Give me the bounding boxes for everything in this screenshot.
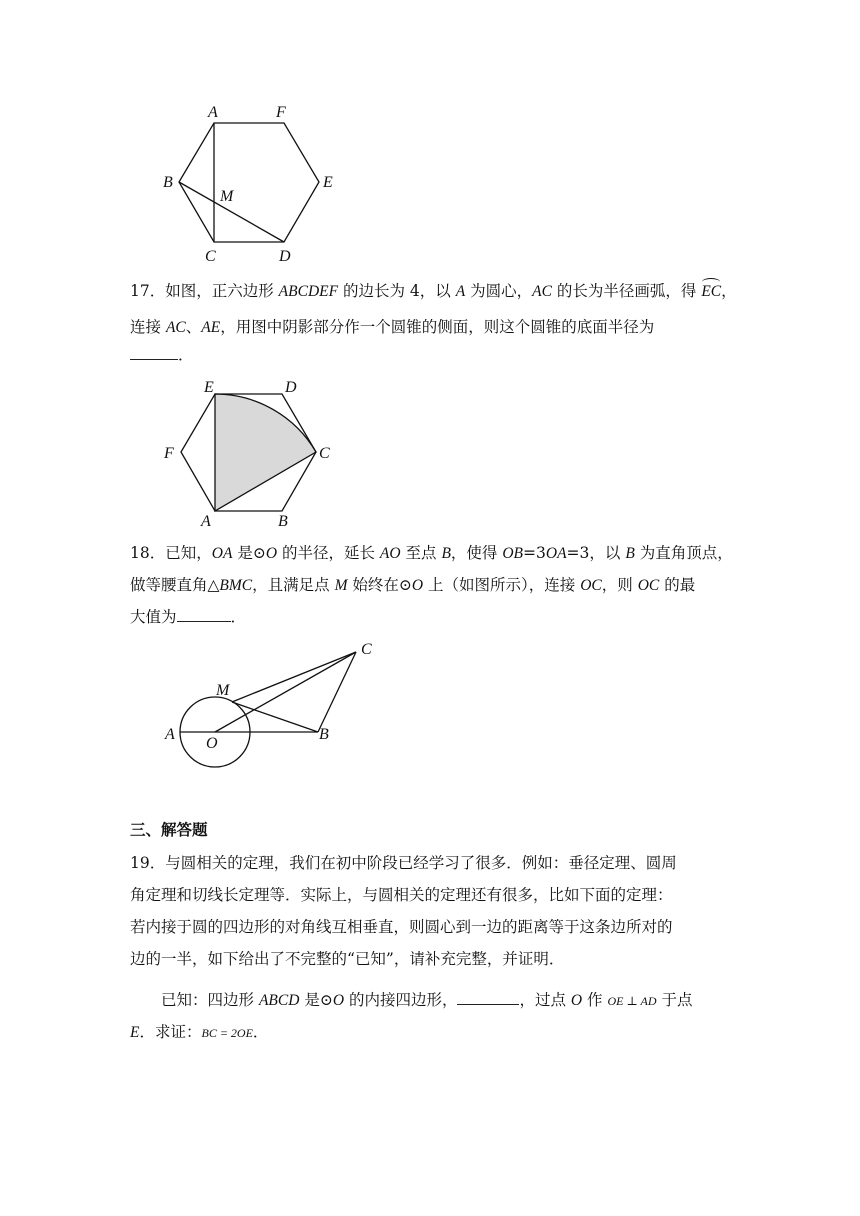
label-F: F (276, 104, 286, 121)
label-D: D (279, 248, 291, 265)
arc-EC: EC (701, 281, 721, 303)
q17-line-1: 17．如图，正六边形 ABCDEF 的边长为 4，以 A 为圆心，AC 的长为半径画弧，得 EC， (130, 280, 730, 303)
label-M: M (216, 682, 230, 699)
label-C: C (205, 248, 216, 265)
label-D: D (285, 379, 297, 396)
label-A: A (165, 726, 175, 743)
shaded-sector (215, 394, 316, 511)
label-F: F (164, 445, 174, 462)
q19-given-blank (457, 990, 519, 1005)
label-E: E (323, 174, 333, 191)
q17-line-2: 连接 AC、AE，用图中阴影部分作一个圆锥的侧面，则这个圆锥的底面半径为 (130, 318, 655, 336)
label-C: C (319, 445, 330, 462)
hexagon-outline (179, 123, 319, 242)
q18-line-1: 18．已知，OA 是⊙O 的半径，延长 AO 至点 B，使得 OB=3OA=3，以 B 为直角顶点， (130, 544, 733, 562)
label-O: O (206, 735, 218, 752)
label-E: E (204, 379, 214, 396)
segment-MC (232, 652, 356, 702)
q17-answer-blank (130, 345, 178, 360)
q18-line-2: 做等腰直角△BMC，且满足点 M 始终在⊙O 上（如图所示），连接 OC，则 OC 的最 (130, 576, 696, 594)
q18-answer-blank (177, 607, 231, 622)
segment-MB (232, 702, 318, 732)
label-A: A (208, 104, 218, 121)
q19-line-1: 19．与圆相关的定理，我们在初中阶段已经学习了很多．例如：垂径定理、圆周 (130, 854, 677, 872)
label-B: B (319, 726, 329, 743)
label-B: B (278, 513, 288, 530)
q19-line-5: 已知：四边形 ABCD 是⊙O 的内接四边形， ，过点 O 作 OE ⊥ AD 于点 (161, 991, 693, 1009)
q18-line-3: 大值为 ． (130, 608, 247, 626)
segment-BC (318, 652, 356, 732)
label-A: A (201, 513, 211, 530)
label-B: B (163, 174, 173, 191)
section-heading: 三、解答题 (130, 821, 208, 839)
label-C: C (361, 641, 372, 658)
hexagon-figure-2 (160, 374, 340, 530)
q19-line-3: 若内接于圆的四边形的对角线互相垂直，则圆心到一边的距离等于这条边所对的 (130, 918, 673, 936)
circle-triangle-figure (160, 636, 390, 776)
q17-line-3: ． (130, 344, 730, 366)
hexagon-figure-1 (150, 98, 350, 268)
q19-line-2: 角定理和切线长定理等．实际上，与圆相关的定理还有很多，比如下面的定理： (130, 886, 673, 904)
q19-line-4: 边的一半，如下给出了不完整的“已知”，请补充完整，并证明． (130, 950, 565, 968)
q19-line-6: E．求证：BC = 2OE． (130, 1023, 269, 1041)
label-M: M (220, 188, 234, 205)
